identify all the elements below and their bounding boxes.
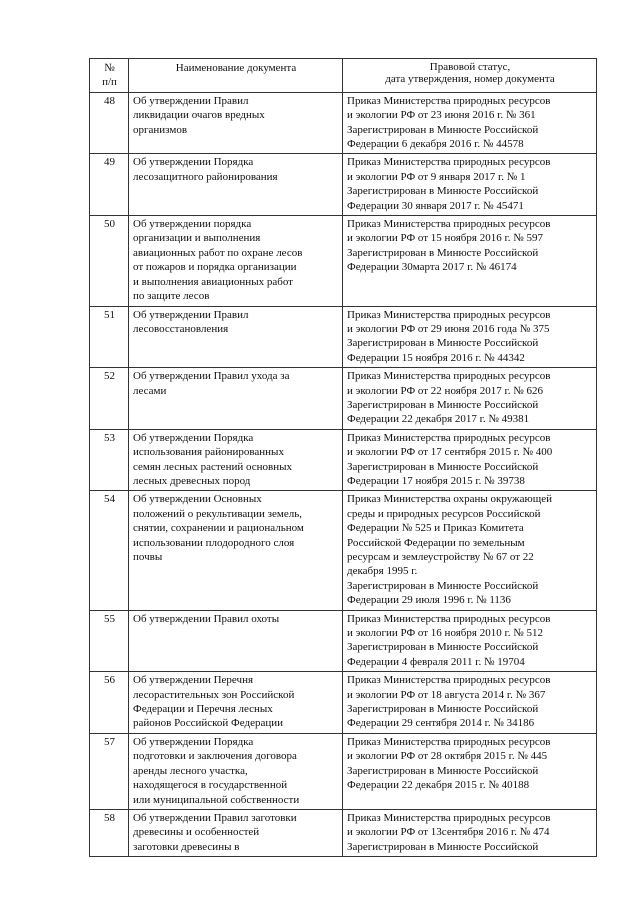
table-row — [90, 733, 597, 809]
document-name-text: Об утверждении Правил ухода за лесами — [133, 370, 290, 397]
legal-status-text: Приказ Министерства природных ресурсов и экологии РФ от 28 октября 2015 г. № 445 Зарегистрирован в Минюсте Российской Федерации 22 декабря 2015 г. № 40188 — [347, 735, 551, 792]
table-row — [90, 672, 597, 734]
legal-status-cell — [343, 429, 597, 491]
row-number-cell — [90, 809, 129, 856]
legal-status-cell — [343, 672, 597, 734]
legal-status-text: Приказ Министерства природных ресурсов и экологии РФ от 17 сентября 2015 г. № 400 Зарегистрирован в Минюсте Российской Федерации 17 ноября 2015 г. № 39738 — [347, 431, 553, 487]
document-name-text: Об утверждении Порядка подготовки и заключения договора аренды лесного участка, находящегося в государственной или муниципальной собственности — [133, 735, 300, 806]
legal-status-cell — [343, 610, 597, 672]
document-name-cell — [129, 92, 343, 154]
document-name-text: Об утверждении Правил заготовки древесины и особенностей заготовки древесины в — [133, 811, 297, 853]
document-name-cell — [129, 216, 343, 306]
table-body — [90, 92, 597, 856]
row-number-cell — [90, 610, 129, 672]
row-number-text: 50 — [104, 218, 115, 231]
document-name-cell — [129, 491, 343, 610]
document-name-text: Об утверждении Правил ликвидации очагов вредных организмов — [133, 94, 265, 136]
table-row — [90, 92, 597, 154]
legal-status-text: Приказ Министерства охраны окружающей среды и природных ресурсов Российской Федерации № 525 и Приказ Комитета Российской Федерации по земельным ресурсам и землеустройству № 67 от 22 декабря 1995 г. Зарегистрирован в Минюсте Российской Федерации 29 июля 1996 г. № 1136 — [347, 493, 552, 607]
row-number-cell — [90, 368, 129, 430]
legal-status-cell — [343, 809, 597, 856]
row-number-text: 57 — [104, 735, 115, 748]
row-number-cell — [90, 306, 129, 368]
legal-status-text: Приказ Министерства природных ресурсов и экологии РФ от 29 июня 2016 года № 375 Зарегистрирован в Минюсте Российской Федерации 15 ноября 2016 г. № 44342 — [347, 308, 551, 364]
document-name-cell — [129, 368, 343, 430]
legal-status-text: Приказ Министерства природных ресурсов и экологии РФ от 13сентября 2016 г. № 474 Зарегистрирован в Минюсте Российской — [347, 811, 551, 853]
document-name-text: Об утверждении Порядка лесозащитного районирования — [133, 156, 278, 183]
document-name-cell — [129, 733, 343, 809]
document-name-cell — [129, 154, 343, 216]
table-row — [90, 306, 597, 368]
row-number-cell — [90, 216, 129, 306]
legal-status-text: Приказ Министерства природных ресурсов и экологии РФ от 18 августа 2014 г. № 367 Зарегистрирован в Минюсте Российской Федерации 29 сентября 2014 г. № 34186 — [347, 674, 551, 730]
legal-status-cell — [343, 154, 597, 216]
legal-status-cell — [343, 368, 597, 430]
row-number-text: 48 — [104, 94, 115, 107]
legal-status-text: Приказ Министерства природных ресурсов и экологии РФ от 23 июня 2016 г. № 361 Зарегистрирован в Минюсте Российской Федерации 6 декабря 2016 г. № 44578 — [347, 94, 551, 151]
header-document-name: Наименование документа — [129, 59, 343, 93]
header-number: № п/п — [90, 59, 129, 93]
table-row — [90, 491, 597, 610]
row-number-text: 53 — [104, 431, 115, 444]
row-number-text: 52 — [104, 370, 115, 383]
row-number-text: 56 — [104, 674, 115, 687]
document-name-cell — [129, 610, 343, 672]
row-number-text: 58 — [104, 811, 115, 824]
document-name-cell — [129, 809, 343, 856]
table-row — [90, 809, 597, 856]
legal-status-cell — [343, 733, 597, 809]
legal-status-cell — [343, 491, 597, 610]
table-row — [90, 368, 597, 430]
row-number-cell — [90, 429, 129, 491]
row-number-cell — [90, 733, 129, 809]
document-name-text: Об утверждении Порядка использования районированных семян лесных растений основных лесных древесных пород — [133, 431, 292, 487]
row-number-cell — [90, 92, 129, 154]
legal-status-cell — [343, 92, 597, 154]
row-number-cell — [90, 154, 129, 216]
header-legal-status: Правовой статус, дата утверждения, номер документа — [343, 59, 597, 93]
row-number-cell — [90, 491, 129, 610]
documents-table — [89, 58, 597, 857]
legal-status-text: Приказ Министерства природных ресурсов и экологии РФ от 22 ноября 2017 г. № 626 Зарегистрирован в Минюсте Российской Федерации 22 декабря 2017 г. № 49381 — [347, 370, 551, 426]
document-name-cell — [129, 672, 343, 734]
document-name-text: Об утверждении Основных положений о рекультивации земель, снятии, сохранении и рациональном использовании плодородного слоя почвы — [133, 493, 304, 563]
document-name-text: Об утверждении порядка организации и выполнения авиационных работ по охране лесов от пожаров и порядка организации и выполнения авиационных работ по защите лесов — [133, 218, 303, 303]
document-name-cell — [129, 306, 343, 368]
table-row — [90, 610, 597, 672]
legal-status-text: Приказ Министерства природных ресурсов и экологии РФ от 9 января 2017 г. № 1 Зарегистрирован в Минюсте Российской Федерации 30 января 2017 г. № 45471 — [347, 156, 551, 212]
table-row — [90, 154, 597, 216]
row-number-text: 51 — [104, 308, 115, 321]
table-row — [90, 216, 597, 306]
legal-status-text: Приказ Министерства природных ресурсов и экологии РФ от 15 ноября 2016 г. № 597 Зарегистрирован в Минюсте Российской Федерации 30марта 2017 г. № 46174 — [347, 218, 551, 274]
row-number-cell — [90, 672, 129, 734]
table-row — [90, 429, 597, 491]
document-name-text: Об утверждении Правил охоты — [133, 612, 280, 625]
legal-status-text: Приказ Министерства природных ресурсов и экологии РФ от 16 ноября 2010 г. № 512 Зарегистрирован в Минюсте Российской Федерации 4 февраля 2011 г. № 19704 — [347, 612, 551, 668]
row-number-text: 54 — [104, 493, 115, 506]
document-name-text: Об утверждении Перечня лесорастительных зон Российской Федерации и Перечня лесных районов Российской Федерации — [133, 674, 295, 730]
row-number-text: 49 — [104, 156, 115, 169]
document-name-cell — [129, 429, 343, 491]
row-number-text: 55 — [104, 612, 115, 625]
legal-status-cell — [343, 306, 597, 368]
legal-status-cell — [343, 216, 597, 306]
table-header-row — [90, 59, 597, 93]
document-name-text: Об утверждении Правил лесовосстановления — [133, 308, 249, 335]
